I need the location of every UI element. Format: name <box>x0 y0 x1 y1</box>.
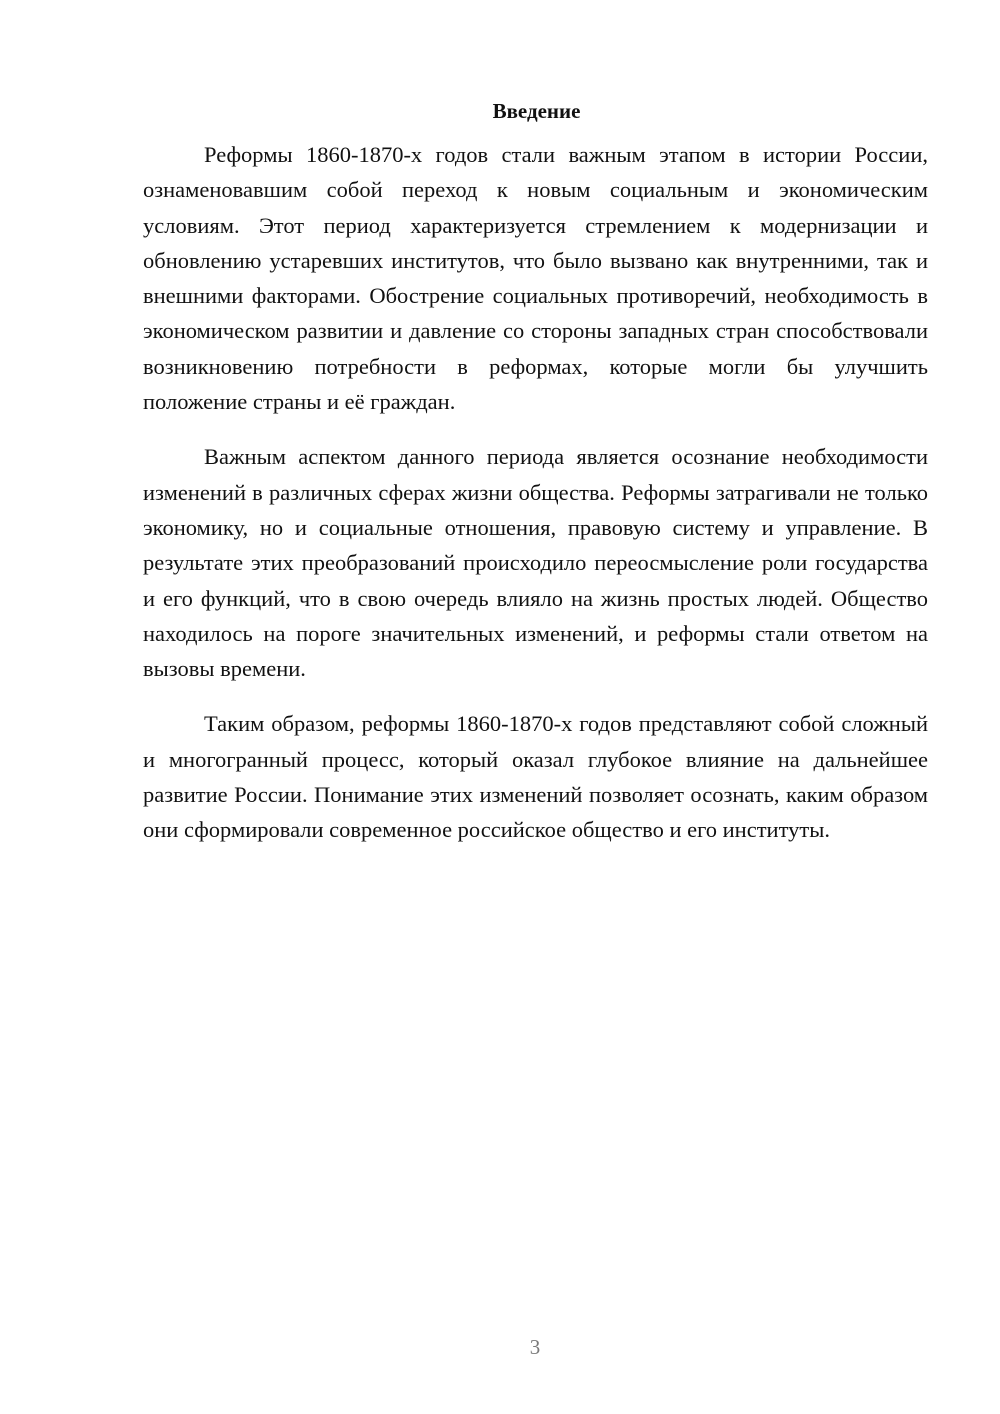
section-title: Введение <box>492 99 581 123</box>
paragraph-3: Таким образом, реформы 1860-1870-х годов представляют собой сложный и многогранный процесс, который оказал глубокое влияние на дальнейшее развитие России. Понимание этих изменений позволяет осознать, каким образом они сформировали современное российское общество и его институты. <box>143 711 928 843</box>
paragraph-2: Важным аспектом данного периода является осознание необходимости изменений в различных сферах жизни общества. Реформы затрагивали не только экономику, но и социальные отношения, правовую систему и управление. В результате этих преобразований происходило переосмысление роли государства и его функций, что в свою очередь влияло на жизнь простых людей. Общество находилось на пороге значительных изменений, и реформы стали ответом на вызовы времени. <box>143 444 928 682</box>
page-number: 3 <box>529 1335 541 1359</box>
paragraph-1: Реформы 1860-1870-х годов стали важным этапом в истории России, ознаменовавшим собой переход к новым социальным и экономическим условиям. Этот период характеризуется стремлением к модернизации и обновлению устаревших институтов, что было вызвано как внутренними, так и внешними факторами. Обострение социальных противоречий, необходимость в экономическом развитии и давление со стороны западных стран способствовали возникновению потребности в реформах, которые могли бы улучшить положение страны и её граждан. <box>143 142 928 415</box>
page-content <box>143 96 928 868</box>
